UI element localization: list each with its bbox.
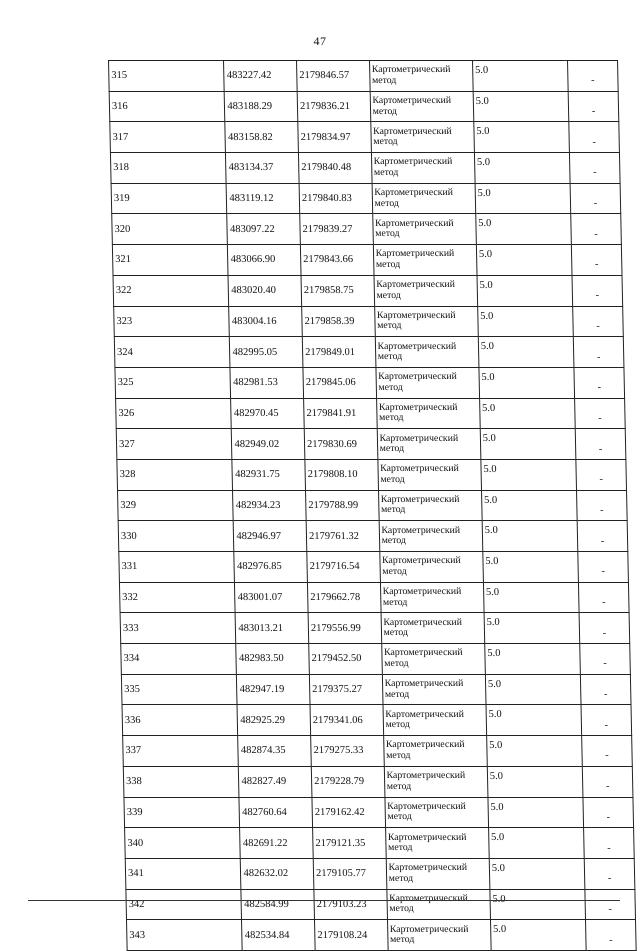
table-row [110,153,620,184]
y-coordinate-cell: 2179858.39 [302,306,375,337]
accuracy-cell: 5.0 [478,337,574,368]
note-dash: - [595,290,600,302]
y-coordinate-cell: 2179840.83 [299,183,372,214]
table-row [113,275,623,306]
method-cell: Картометрический метод [379,521,483,552]
note-cell [583,797,634,828]
y-coordinate-cell: 2179105.77 [313,858,386,889]
note-dash: - [593,198,598,210]
method-cell: Картометрический метод [377,429,481,460]
method-cell: Картометрический метод [380,582,484,613]
method-cell: Картометрический метод [385,828,489,859]
x-coordinate-cell: 482534.84 [242,920,315,951]
method-cell: Картометрический метод [382,674,486,705]
point-number-cell: 338 [123,766,239,797]
method-cell: Картометрический метод [371,153,475,184]
y-coordinate-cell: 2179845.06 [303,367,376,398]
y-coordinate-cell: 2179121.35 [313,828,386,859]
accuracy-cell: 5.0 [490,889,586,920]
note-cell [571,245,622,276]
note-dash: - [601,566,606,578]
note-cell [572,275,623,306]
note-cell [578,582,629,613]
point-number-cell: 340 [125,828,241,859]
table-row [116,398,626,429]
table-row [110,122,620,153]
method-cell: Картометрический метод [372,214,476,245]
note-cell [570,183,621,214]
accuracy-cell: 5.0 [485,644,581,675]
note-dash: - [597,382,602,394]
footer-divider [28,900,620,901]
point-number-cell: 335 [121,674,237,705]
accuracy-cell: 5.0 [481,459,577,490]
accuracy-cell: 5.0 [483,582,579,613]
point-number-cell: 321 [112,245,228,276]
y-coordinate-cell: 2179836.21 [297,91,370,122]
point-number-cell: 329 [118,490,234,521]
method-cell: Картометрический метод [370,122,474,153]
x-coordinate-cell: 482827.49 [239,766,312,797]
note-cell [582,736,633,767]
table-body [109,61,637,951]
y-coordinate-cell: 2179849.01 [302,337,375,368]
note-dash: - [604,719,609,731]
accuracy-cell: 5.0 [486,705,582,736]
page-number: 47 [313,34,327,48]
x-coordinate-cell: 482983.50 [236,644,309,675]
note-cell [573,306,624,337]
accuracy-cell: 5.0 [476,214,572,245]
table-row [109,61,619,92]
note-cell [568,91,619,122]
x-coordinate-cell: 482976.85 [234,552,307,583]
y-coordinate-cell: 2179808.10 [305,459,378,490]
y-coordinate-cell: 2179839.27 [300,214,373,245]
table-row [114,306,624,337]
point-number-cell: 320 [112,214,228,245]
accuracy-cell: 5.0 [479,398,575,429]
note-dash: - [603,689,608,701]
note-cell [578,552,629,583]
point-number-cell: 319 [111,183,227,214]
note-cell [575,429,626,460]
method-cell: Картометрический метод [372,183,476,214]
point-number-cell: 327 [116,429,232,460]
x-coordinate-cell: 483066.90 [228,245,301,276]
table-row [118,521,628,552]
note-cell [576,459,627,490]
accuracy-cell: 5.0 [477,275,573,306]
method-cell: Картометрический метод [375,337,479,368]
note-dash: - [598,443,603,455]
point-number-cell: 331 [119,552,235,583]
point-number-cell: 318 [110,153,226,184]
y-coordinate-cell: 2179662.78 [307,582,380,613]
accuracy-cell: 5.0 [474,122,570,153]
method-cell: Картометрический метод [369,61,473,92]
y-coordinate-cell: 2179275.33 [311,736,384,767]
x-coordinate-cell: 483134.37 [226,153,299,184]
point-number-cell: 334 [121,644,237,675]
table-row [117,459,627,490]
note-dash: - [592,136,597,148]
point-number-cell: 341 [125,858,241,889]
y-coordinate-cell: 2179834.97 [298,122,371,153]
note-dash: - [607,873,612,885]
x-coordinate-cell: 483013.21 [236,613,309,644]
point-number-cell: 343 [127,920,243,951]
y-coordinate-cell: 2179761.32 [306,521,379,552]
note-cell [582,766,633,797]
accuracy-cell: 5.0 [477,306,573,337]
y-coordinate-cell: 2179375.27 [309,674,382,705]
y-coordinate-cell: 2179228.79 [311,766,384,797]
y-coordinate-cell: 2179788.99 [306,490,379,521]
table-row [126,889,636,920]
y-coordinate-cell: 2179841.91 [304,398,377,429]
accuracy-cell: 5.0 [485,674,581,705]
table-row [112,214,622,245]
x-coordinate-cell: 483188.29 [225,91,298,122]
method-cell: Картометрический метод [386,889,490,920]
method-cell: Картометрический метод [385,797,489,828]
accuracy-cell: 5.0 [475,183,571,214]
x-coordinate-cell: 483001.07 [235,582,308,613]
method-cell: Картометрический метод [384,766,488,797]
y-coordinate-cell: 2179108.24 [315,920,388,951]
table-row [111,183,621,214]
point-number-cell: 330 [118,521,234,552]
note-dash: - [599,474,604,486]
note-dash: - [600,535,605,547]
y-coordinate-cell: 2179162.42 [312,797,385,828]
note-dash: - [591,106,596,118]
y-coordinate-cell: 2179858.75 [301,275,374,306]
table-row [116,429,626,460]
accuracy-cell: 5.0 [488,797,584,828]
accuracy-cell: 5.0 [484,613,580,644]
x-coordinate-cell: 482981.53 [230,367,303,398]
table-row [125,828,635,859]
note-cell [569,153,620,184]
note-dash: - [602,627,607,639]
table-row [114,337,624,368]
point-number-cell: 324 [114,337,230,368]
note-cell [584,858,635,889]
x-coordinate-cell: 483158.82 [225,122,298,153]
y-coordinate-cell: 2179716.54 [307,552,380,583]
table-row [121,674,631,705]
note-cell [580,644,631,675]
note-dash: - [605,781,610,793]
x-coordinate-cell: 483020.40 [228,275,301,306]
table-row [115,367,625,398]
x-coordinate-cell: 482970.45 [231,398,304,429]
point-number-cell: 342 [126,889,242,920]
method-cell: Картометрический метод [376,367,480,398]
note-cell [574,367,625,398]
table-row [112,245,622,276]
accuracy-cell: 5.0 [482,521,578,552]
y-coordinate-cell: 2179846.57 [297,61,370,92]
x-coordinate-cell: 482995.05 [230,337,303,368]
note-cell [569,122,620,153]
note-cell [577,521,628,552]
point-number-cell: 339 [124,797,240,828]
point-number-cell: 316 [109,91,225,122]
table-row [123,766,633,797]
table-row [121,644,631,675]
x-coordinate-cell: 483097.22 [227,214,300,245]
note-dash: - [600,504,604,516]
point-number-cell: 332 [119,582,235,613]
note-dash: - [592,167,597,179]
accuracy-cell: 5.0 [489,858,585,889]
table-row [124,797,634,828]
accuracy-cell: 5.0 [486,736,582,767]
accuracy-cell: 5.0 [474,153,570,184]
note-cell [585,889,636,920]
accuracy-cell: 5.0 [473,91,569,122]
point-number-cell: 325 [115,367,231,398]
accuracy-cell: 5.0 [479,367,575,398]
point-number-cell: 323 [114,306,230,337]
note-dash: - [608,903,613,915]
table-row [119,582,629,613]
coordinates-table [108,60,637,951]
method-cell: Картометрический метод [378,490,482,521]
point-number-cell: 317 [110,122,226,153]
method-cell: Картометрический метод [376,398,480,429]
x-coordinate-cell: 482946.97 [234,521,307,552]
x-coordinate-cell: 482949.02 [232,429,305,460]
method-cell: Картометрический метод [386,858,490,889]
x-coordinate-cell: 482931.75 [232,459,305,490]
method-cell: Картометрический метод [374,275,478,306]
method-cell: Картометрический метод [387,920,491,951]
y-coordinate-cell: 2179103.23 [314,889,387,920]
table-row [118,490,628,521]
note-cell [573,337,624,368]
point-number-cell: 337 [123,736,239,767]
table-row [127,920,637,951]
y-coordinate-cell: 2179452.50 [309,644,382,675]
y-coordinate-cell: 2179341.06 [310,705,383,736]
x-coordinate-cell: 483004.16 [229,306,302,337]
note-dash: - [606,811,611,823]
x-coordinate-cell: 482632.02 [241,858,314,889]
y-coordinate-cell: 2179843.66 [300,245,373,276]
point-number-cell: 326 [116,398,232,429]
method-cell: Картометрический метод [381,613,485,644]
note-dash: - [598,412,602,424]
note-dash: - [607,842,611,854]
accuracy-cell: 5.0 [483,552,579,583]
note-cell [580,674,631,705]
note-dash: - [596,320,600,332]
note-dash: - [605,750,609,762]
accuracy-cell: 5.0 [480,429,576,460]
accuracy-cell: 5.0 [487,766,583,797]
note-cell [567,61,618,92]
note-cell [585,920,636,951]
accuracy-cell: 5.0 [476,245,572,276]
point-number-cell: 328 [117,459,233,490]
note-dash: - [591,75,595,87]
note-cell [571,214,622,245]
point-number-cell: 322 [113,275,229,306]
accuracy-cell: 5.0 [488,828,584,859]
method-cell: Картометрический метод [379,552,483,583]
note-dash: - [609,934,613,946]
table-row [123,736,633,767]
method-cell: Картометрический метод [383,705,487,736]
table-row [125,858,635,889]
note-cell [574,398,625,429]
x-coordinate-cell: 482874.35 [238,736,311,767]
x-coordinate-cell: 482760.64 [239,797,312,828]
y-coordinate-cell: 2179840.48 [298,153,371,184]
method-cell: Картометрический метод [377,459,481,490]
note-dash: - [603,658,607,670]
accuracy-cell: 5.0 [490,920,586,951]
method-cell: Картометрический метод [370,91,474,122]
x-coordinate-cell: 482947.19 [237,674,310,705]
x-coordinate-cell: 482925.29 [237,705,310,736]
method-cell: Картометрический метод [373,245,477,276]
accuracy-cell: 5.0 [481,490,577,521]
accuracy-cell: 5.0 [472,61,568,92]
note-cell [579,613,630,644]
note-dash: - [601,597,606,609]
x-coordinate-cell: 482934.23 [233,490,306,521]
table-row [122,705,632,736]
method-cell: Картометрический метод [381,644,485,675]
method-cell: Картометрический метод [383,736,487,767]
x-coordinate-cell: 482584.99 [241,889,314,920]
x-coordinate-cell: 482691.22 [240,828,313,859]
point-number-cell: 333 [120,613,236,644]
x-coordinate-cell: 483119.12 [227,183,300,214]
note-cell [583,828,634,859]
table-row [120,613,630,644]
point-number-cell: 336 [122,705,238,736]
note-cell [581,705,632,736]
note-dash: - [594,228,598,240]
table-row [109,91,619,122]
y-coordinate-cell: 2179556.99 [308,613,381,644]
y-coordinate-cell: 2179830.69 [304,429,377,460]
note-dash: - [594,259,599,271]
note-dash: - [596,351,601,363]
point-number-cell: 315 [109,61,225,92]
table-row [119,552,629,583]
note-cell [576,490,627,521]
x-coordinate-cell: 483227.42 [224,61,297,92]
method-cell: Картометрический метод [374,306,478,337]
